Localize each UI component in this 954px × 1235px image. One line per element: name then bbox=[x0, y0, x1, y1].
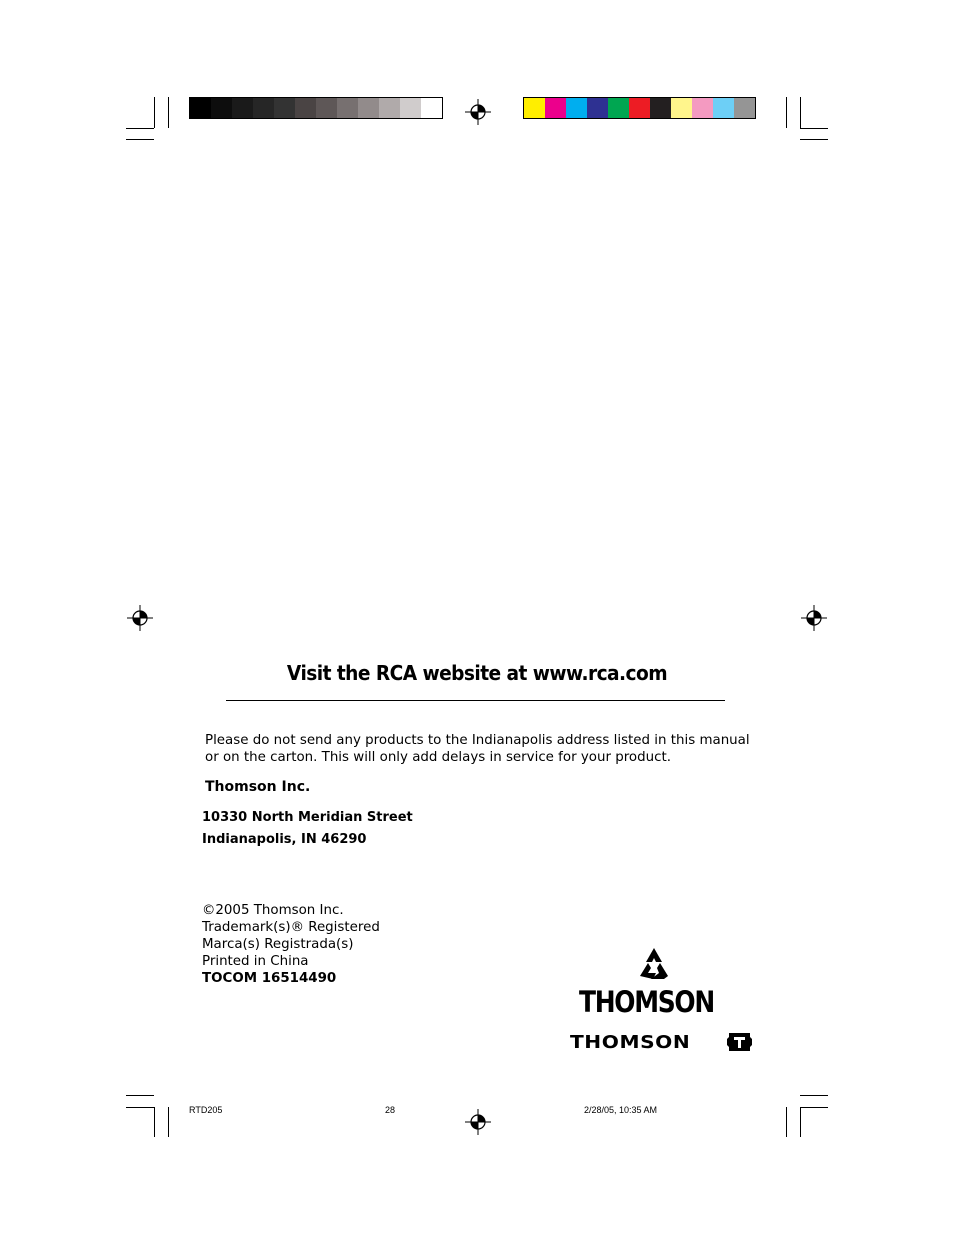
website-heading: Visit the RCA website at www.rca.com bbox=[286, 661, 668, 685]
crop-mark bbox=[800, 139, 828, 140]
thomson-triangle-logo-icon bbox=[636, 946, 672, 982]
color-swatch bbox=[587, 98, 608, 118]
color-swatch bbox=[545, 98, 566, 118]
crop-mark bbox=[786, 97, 787, 128]
color-swatch bbox=[713, 98, 734, 118]
registration-mark-icon bbox=[465, 1109, 491, 1135]
color-swatch bbox=[337, 98, 358, 118]
color-swatch bbox=[524, 98, 545, 118]
color-swatch bbox=[211, 98, 232, 118]
footer-page-number: 28 bbox=[385, 1105, 396, 1115]
color-swatch bbox=[379, 98, 400, 118]
color-swatch bbox=[421, 98, 442, 118]
crop-mark bbox=[154, 97, 155, 128]
grayscale-color-bar bbox=[189, 97, 443, 119]
color-swatch bbox=[295, 98, 316, 118]
address-street: 10330 North Meridian Street bbox=[202, 810, 413, 825]
color-swatch bbox=[190, 98, 211, 118]
color-swatch bbox=[566, 98, 587, 118]
color-swatch bbox=[692, 98, 713, 118]
company-name: Thomson Inc. bbox=[205, 779, 311, 795]
color-swatch bbox=[629, 98, 650, 118]
crop-mark bbox=[800, 1095, 828, 1096]
color-swatch bbox=[400, 98, 421, 118]
address-city: Indianapolis, IN 46290 bbox=[202, 832, 367, 847]
crop-mark bbox=[800, 97, 801, 128]
footer-timestamp: 2/28/05, 10:35 AM bbox=[584, 1105, 658, 1115]
shipping-notice: Please do not send any products to the Indianapolis address listed in this manual or on the carton. This will only add delays in service for your product. bbox=[205, 733, 750, 765]
tocom-code: TOCOM 16514490 bbox=[202, 971, 337, 986]
crop-mark bbox=[800, 128, 828, 129]
crop-mark bbox=[786, 1107, 787, 1137]
crop-mark bbox=[168, 97, 169, 128]
color-swatch bbox=[253, 98, 274, 118]
color-swatch bbox=[608, 98, 629, 118]
crop-mark bbox=[126, 128, 154, 129]
legal-block bbox=[202, 902, 380, 987]
copyright-text: ©2005 Thomson Inc. bbox=[202, 903, 344, 918]
registration-mark-icon bbox=[465, 99, 491, 125]
registration-mark-icon bbox=[127, 605, 153, 631]
divider bbox=[226, 700, 725, 701]
printed-in-text: Printed in China bbox=[202, 954, 309, 969]
footer-model: RTD205 bbox=[189, 1105, 223, 1115]
crop-mark bbox=[168, 1107, 169, 1137]
crop-mark bbox=[126, 1107, 154, 1108]
thomson-wordmark-small: THOMSON bbox=[570, 1032, 691, 1053]
color-swatch bbox=[316, 98, 337, 118]
crop-mark bbox=[126, 1095, 154, 1096]
thomson-wordmark: THOMSON bbox=[579, 985, 714, 1019]
marca-text: Marca(s) Registrada(s) bbox=[202, 937, 354, 952]
color-swatch bbox=[274, 98, 295, 118]
color-swatch bbox=[358, 98, 379, 118]
crop-mark bbox=[800, 1107, 801, 1137]
crop-mark bbox=[800, 1107, 828, 1108]
color-swatch bbox=[650, 98, 671, 118]
color-swatch bbox=[671, 98, 692, 118]
trademark-text: Trademark(s)® Registered bbox=[202, 920, 380, 935]
process-color-bar bbox=[523, 97, 756, 119]
color-swatch bbox=[232, 98, 253, 118]
registration-mark-icon bbox=[801, 605, 827, 631]
crop-mark bbox=[126, 139, 154, 140]
color-swatch bbox=[734, 98, 755, 118]
thomson-square-logo-icon bbox=[727, 1031, 752, 1053]
crop-mark bbox=[154, 1107, 155, 1137]
